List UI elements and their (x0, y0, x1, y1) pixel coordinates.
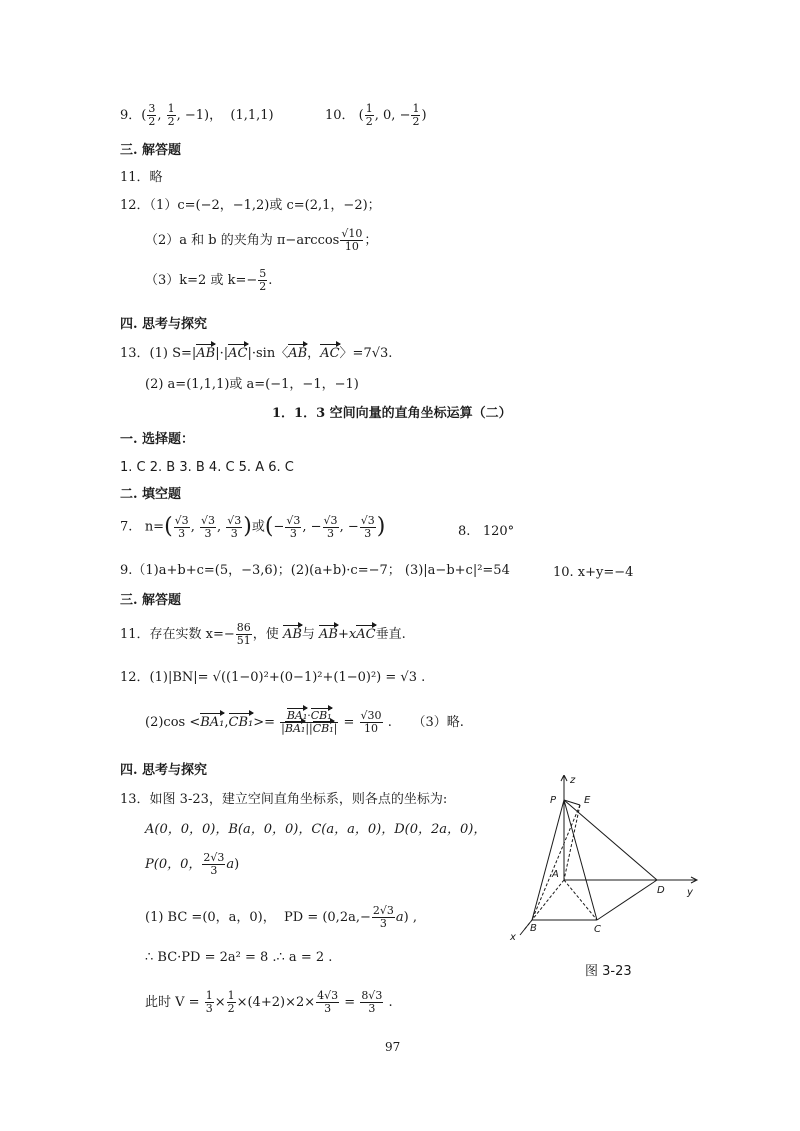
answer-10b: 10. x+y=−4 (553, 565, 634, 580)
answer-9b: 9.（1)a+b+c=(5，−3,6)；(2)(a+b)·c=−7； (3)|a−b+c|²=54 (120, 563, 510, 578)
answer-12-part2: （2）a 和 b 的夹角为 π−arccos $\frac{√10}{10}$ ； (145, 227, 378, 254)
figure-caption: 图 3-23 (585, 964, 632, 979)
section-heading-fill: 二. 填空题 (120, 487, 182, 502)
choice-answers: 1. C 2. B 3. B 4. C 5. A 6. C (120, 460, 294, 475)
section-heading-explore: 四. 思考与探究 (120, 317, 208, 332)
answer-13-part1: 13．(1) S=|AB|·|AC|·sin〈AB，AC〉=7√3. (120, 346, 393, 361)
answer-12b-part2: (2)cos <BA₁,CB₁>= $\frac{\text{BA₁·CB₁}}{\text{|BA₁||CB₁|}}$ = $\frac{√30}{10}$ . （3）略. (145, 709, 464, 736)
answer-12b-part1: 12．(1)|BN|= √((1−0)²+(0−1)²+(1−0)²) = √3 . (120, 670, 426, 685)
label-a: A (552, 869, 559, 880)
label-e: E (584, 795, 591, 806)
answer-9: 9．( $\frac{3}{2}$ , $\frac{1}{2}$ , −1)， (1,1,1) (120, 102, 274, 129)
label-d: D (657, 885, 665, 896)
answer-10: 10． ( $\frac{1}{2}$ , 0, − $\frac{1}{2}$ ) (325, 102, 427, 129)
answer-11: 11．略 (120, 170, 163, 185)
answer-13b-p: P(0，0， $\frac{2√3}{3}$ a) (145, 851, 240, 878)
label-c: C (594, 924, 601, 935)
label-x: x (510, 932, 516, 943)
answer-8: 8. 120° (458, 524, 515, 539)
label-p: P (550, 795, 557, 806)
pyramid-figure (502, 775, 702, 955)
answer-12-part3: （3）k=2 或 k=− $\frac{5}{2}$ . (145, 267, 273, 294)
label-z: z (570, 775, 576, 786)
answer-13b-vectors: (1) BC =(0，a，0)， PD = (0,2a,− $\frac{2√3}{3}$ a) , (145, 904, 417, 931)
page-number: 97 (385, 1040, 401, 1054)
section-heading-essay: 三. 解答题 (120, 143, 182, 158)
answer-13b-coords: A(0，0，0)，B(a，0，0)，C(a，a，0)，D(0，2a，0)， (145, 822, 487, 837)
answer-13-part2: (2) a=(1,1,1)或 a=(−1，−1，−1) (145, 377, 359, 392)
answer-13b-dot: ∴ BC·PD = 2a² = 8 .∴ a = 2 . (145, 950, 333, 965)
answer-11b: 11．存在实数 x=− $\frac{86}{51}$ ，使 AB与 AB+xAC垂直. (120, 621, 406, 648)
label-b: B (530, 923, 537, 934)
answer-13b-volume: 此时 V = $\frac{1}{3}$ × $\frac{1}{2}$ ×(4+2)×2× $\frac{4√3}{3}$ = $\frac{8√3}{3}$ . (145, 989, 393, 1016)
section-heading-essay-2: 三. 解答题 (120, 593, 182, 608)
answer-7: 7. n=( $\frac{√3}{3}$ , $\frac{√3}{3}$ , $\frac{√3}{3}$ )或(− $\frac{√3}{3}$ , − $\frac{√3}{3}$ , − $\frac{√3}{3}$ ) (120, 513, 386, 540)
answer-13b-intro: 13．如图 3-23，建立空间直角坐标系，则各点的坐标为: (120, 792, 448, 807)
answer-12-part1: 12．（1）c=(−2，−1,2)或 c=(2,1，−2)； (120, 198, 381, 213)
section-title: 1．1．3 空间向量的直角坐标运算（二） (272, 406, 512, 421)
section-heading-explore-2: 四. 思考与探究 (120, 763, 208, 778)
section-heading-choice: 一. 选择题： (120, 432, 195, 447)
label-y: y (687, 887, 693, 898)
